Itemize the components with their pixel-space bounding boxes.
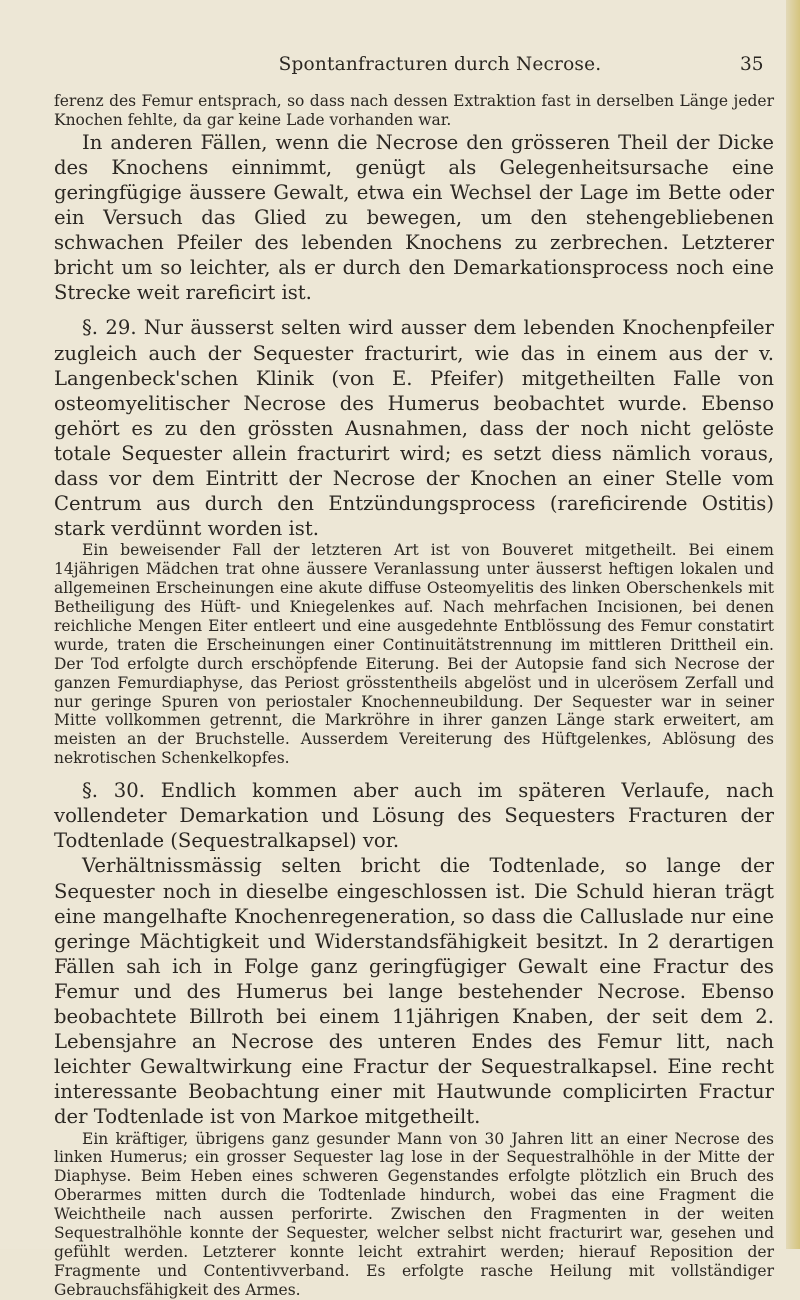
paragraph-todtenlade: Verhältnissmässig selten bricht die Todtenlade, so lange der Sequester noch in dieselbe eingeschlossen ist. Die Schuld hieran trägt eine mangelhafte Knochenregeneration, so dass die Calluslade nur eine geringe Mächtigkeit und Widerstandsfähigkeit besitzt. In 2 derartigen Fällen sah ich in Folge ganz geringfügiger Gewalt eine Fractur des Femur und des Humerus bei lange bestehender Necrose. Ebenso beobachtete Billroth bei einem 11jährigen Knaben, der seit dem 2. Lebensjahre an Necrose des unteren Endes des Femur litt, nach leichter Gewaltwirkung eine Fractur der Sequestralkapsel. Eine recht interessante Beobachtung einer mit Hautwunde complicirten Fractur der Todtenlade ist von Markoe mitgetheilt. bbox=[54, 854, 774, 1129]
page-header bbox=[0, 54, 800, 80]
running-title: Spontanfracturen durch Necrose. bbox=[278, 54, 602, 75]
page-number: 35 bbox=[740, 54, 764, 75]
paragraph-section-30: §. 30. Endlich kommen aber auch im späteren Verlaufe, nach vollendeter Demarkation und Lösung des Sequesters Fracturen der Todtenlade (Sequestralkapsel) vor. bbox=[54, 779, 774, 853]
paragraph-continuation: ferenz des Femur entsprach, so dass nach dessen Extraktion fast in derselben Länge jeder Knochen fehlte, da gar keine Lade vorhanden war. bbox=[54, 92, 774, 129]
page-edge bbox=[786, 0, 800, 1249]
page-body bbox=[54, 92, 774, 1300]
paragraph-section-29: §. 29. Nur äusserst selten wird ausser dem lebenden Knochenpfeiler zugleich auch der Sequester fracturirt, wie das in einem aus der v. Langenbeck'schen Klinik (von E. Pfeifer) mitgetheilten Falle von osteomyelitischer Necrose des Humerus beobachtet wurde. Ebenso gehört es zu den grössten Ausnahmen, dass der noch nicht gelöste totale Sequester allein fracturirt wird; es setzt diess nämlich voraus, dass vor dem Eintritt der Necrose der Knochen an einer Stelle vom Centrum aus durch den Entzündungsprocess (rareficirende Ostitis) stark verdünnt worden ist. bbox=[54, 316, 774, 541]
paragraph-necrose: In anderen Fällen, wenn die Necrose den grösseren Theil der Dicke des Knochens einnimmt, genügt als Gelegenheitsursache eine geringfügige äussere Gewalt, etwa ein Wechsel der Lage im Bette oder ein Versuch das Glied zu bewegen, um den stehengebliebenen schwachen Pfeiler des lebenden Knochens zu zerbrechen. Letzterer bricht um so leichter, als er durch den Demarkationsprocess noch eine Strecke weit rareficirt ist. bbox=[54, 130, 774, 305]
paragraph-case-markoe: Ein kräftiger, übrigens ganz gesunder Mann von 30 Jahren litt an einer Necrose des linken Humerus; ein grosser Sequester lag lose in der Sequestralhöhle in der Mitte der Diaphyse. Beim Heben eines schweren Gegenstandes erfolgte plötzlich ein Bruch des Oberarmes mitten durch die Todtenlade hindurch, wobei das eine Fragment die Weichtheile nach aussen perforirte. Zwischen den Fragmenten in der weiten Sequestralhöhle konnte der Sequester, welcher selbst nicht fracturirt war, gesehen und gefühlt werden. Letzterer konnte leicht extrahirt werden; hierauf Reposition der Fragmente und Contentivverband. Es erfolgte rasche Heilung mit vollständiger Gebrauchsfähigkeit des Armes. bbox=[54, 1129, 774, 1299]
paragraph-case-bouveret: Ein beweisender Fall der letzteren Art ist von Bouveret mitgetheilt. Bei einem 14jährigen Mädchen trat ohne äussere Veranlassung unter äusserst heftigen lokalen und allgemeinen Erscheinungen eine akute diffuse Osteomyelitis des linken Oberschenkels mit Betheiligung des Hüft- und Kniegelenkes auf. Nach mehrfachen Incisionen, bei denen reichliche Mengen Eiter entleert und eine ausgedehnte Entblössung des Femur constatirt wurde, traten die Erscheinungen einer Continuitätstrennung im mittleren Drittheil ein. Der Tod erfolgte durch erschöpfende Eiterung. Bei der Autopsie fand sich Necrose der ganzen Femurdiaphyse, das Periost grösstentheils abgelöst und in ulcerösem Zerfall und nur geringe Spuren von periostaler Knochenneubildung. Der Sequester war in seiner Mitte vollkommen getrennt, die Markröhre in ihrer ganzen Länge stark erweitert, am meisten an der Bruchstelle. Ausserdem Vereiterung des Hüftgelenkes, Ablösung des nekrotischen Schenkelkopfes. bbox=[54, 541, 774, 768]
